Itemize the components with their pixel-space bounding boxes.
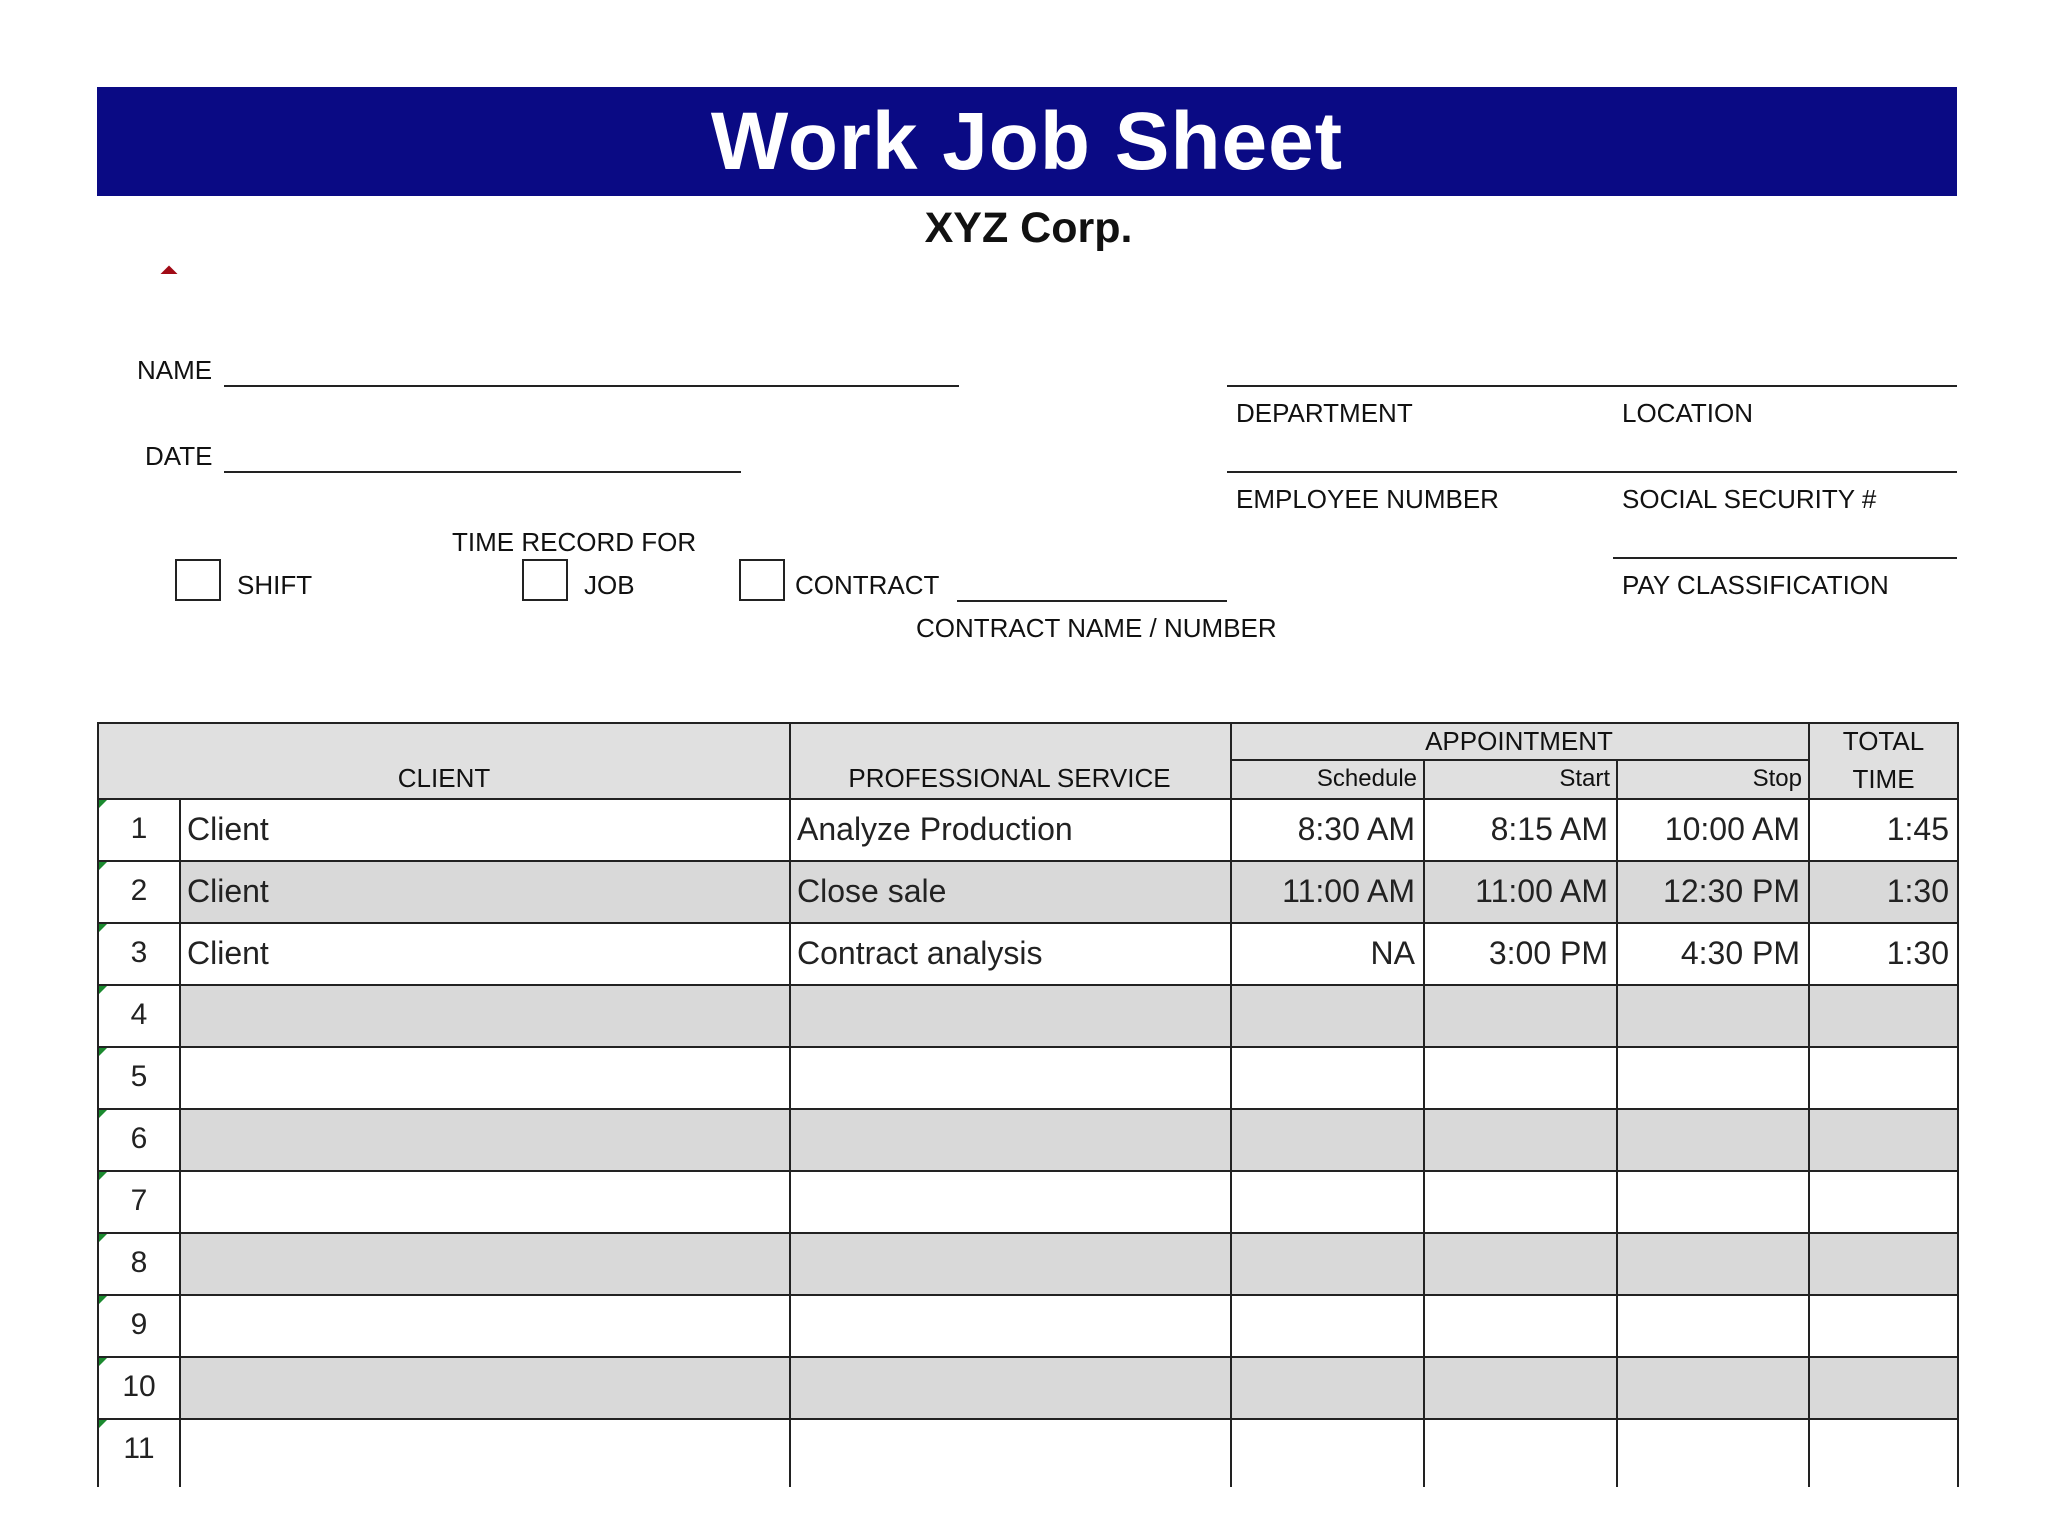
cell-stop[interactable] bbox=[1616, 1294, 1808, 1356]
shift-label: SHIFT bbox=[237, 570, 313, 600]
contract-label: CONTRACT bbox=[795, 570, 940, 600]
cell-client[interactable] bbox=[179, 984, 789, 1046]
header-service-label: PROFESSIONAL SERVICE bbox=[848, 763, 1171, 793]
header-total-label: TOTAL bbox=[1842, 726, 1925, 756]
header-stop-label: Stop bbox=[1752, 765, 1802, 792]
cell-total[interactable] bbox=[1808, 1046, 1959, 1108]
cell-start[interactable] bbox=[1423, 1232, 1616, 1294]
table-row bbox=[99, 922, 1959, 984]
cell-schedule[interactable]: 8:30 AM bbox=[1297, 810, 1415, 847]
contract-name-field[interactable] bbox=[957, 600, 1227, 602]
cell-client[interactable] bbox=[179, 1170, 789, 1232]
cell-schedule[interactable]: 11:00 AM bbox=[1282, 872, 1415, 909]
company-name: XYZ Corp. bbox=[924, 204, 1133, 252]
cell-schedule[interactable] bbox=[1230, 984, 1423, 1046]
cell-total[interactable]: 1:30 bbox=[1886, 872, 1949, 909]
cell-service[interactable] bbox=[789, 1294, 1230, 1356]
name-label: NAME bbox=[137, 355, 213, 385]
table-row bbox=[99, 1170, 1959, 1232]
cell-total[interactable] bbox=[1808, 1356, 1959, 1418]
cell-stop[interactable] bbox=[1616, 1170, 1808, 1232]
cell-total[interactable] bbox=[1808, 1294, 1959, 1356]
employee-number-label: EMPLOYEE NUMBER bbox=[1236, 484, 1499, 514]
cell-total[interactable] bbox=[1808, 1418, 1959, 1480]
cell-service[interactable] bbox=[789, 1108, 1230, 1170]
row-number: 2 bbox=[130, 874, 148, 907]
header-appointment-label: APPOINTMENT bbox=[1425, 725, 1613, 756]
cell-start[interactable] bbox=[1423, 1356, 1616, 1418]
contract-name-label: CONTRACT NAME / NUMBER bbox=[916, 613, 1277, 643]
header-client bbox=[99, 722, 789, 798]
cell-service[interactable] bbox=[789, 1170, 1230, 1232]
cell-start[interactable] bbox=[1423, 1046, 1616, 1108]
header-total-time bbox=[1808, 722, 1959, 798]
cell-stop[interactable]: 12:30 PM bbox=[1663, 872, 1800, 909]
row-number: 6 bbox=[130, 1122, 148, 1155]
row-number: 11 bbox=[123, 1432, 155, 1465]
cell-stop[interactable] bbox=[1616, 984, 1808, 1046]
cell-stop[interactable] bbox=[1616, 1046, 1808, 1108]
page-title: Work Job Sheet bbox=[710, 95, 1344, 187]
cell-schedule[interactable] bbox=[1230, 1232, 1423, 1294]
row-number: 3 bbox=[130, 936, 148, 969]
location-label: LOCATION bbox=[1622, 398, 1753, 428]
header-start bbox=[1423, 760, 1616, 798]
ssn-label: SOCIAL SECURITY # bbox=[1622, 484, 1877, 514]
cell-total[interactable] bbox=[1808, 984, 1959, 1046]
cell-client[interactable] bbox=[179, 1356, 789, 1418]
table-row bbox=[99, 1108, 1959, 1170]
cell-total[interactable] bbox=[1808, 1232, 1959, 1294]
cell-schedule[interactable] bbox=[1230, 1170, 1423, 1232]
cell-total[interactable] bbox=[1808, 1170, 1959, 1232]
header-appointment bbox=[1230, 722, 1808, 760]
cell-client[interactable] bbox=[179, 1108, 789, 1170]
table-row bbox=[99, 1232, 1959, 1294]
time-record-label: TIME RECORD FOR bbox=[452, 527, 697, 557]
header-client-label: CLIENT bbox=[397, 763, 491, 793]
cell-service[interactable] bbox=[789, 1232, 1230, 1294]
cell-service[interactable] bbox=[789, 984, 1230, 1046]
cell-client[interactable]: Client bbox=[187, 934, 269, 971]
cell-service[interactable]: Contract analysis bbox=[797, 934, 1043, 971]
cell-service[interactable] bbox=[789, 1356, 1230, 1418]
employee-ssn-field[interactable] bbox=[1227, 471, 1957, 473]
pay-classification-field[interactable] bbox=[1613, 557, 1957, 559]
date-label: DATE bbox=[145, 441, 213, 471]
row-number: 4 bbox=[130, 998, 148, 1031]
cell-schedule[interactable] bbox=[1230, 1418, 1423, 1480]
row-number: 10 bbox=[122, 1370, 156, 1403]
cell-schedule[interactable] bbox=[1230, 1108, 1423, 1170]
cell-client[interactable]: Client bbox=[187, 872, 269, 909]
table-row bbox=[99, 984, 1959, 1046]
cell-total[interactable] bbox=[1808, 1108, 1959, 1170]
table-row bbox=[99, 1418, 1959, 1480]
cell-start[interactable]: 3:00 PM bbox=[1488, 934, 1608, 971]
cell-client[interactable] bbox=[179, 1294, 789, 1356]
cell-client[interactable]: Client bbox=[187, 810, 269, 847]
cell-schedule[interactable] bbox=[1230, 1294, 1423, 1356]
cell-start[interactable] bbox=[1423, 1418, 1616, 1480]
cell-start[interactable] bbox=[1423, 984, 1616, 1046]
cell-client[interactable] bbox=[179, 1418, 789, 1480]
cell-client[interactable] bbox=[179, 1232, 789, 1294]
header-service bbox=[789, 722, 1230, 798]
cell-start[interactable] bbox=[1423, 1170, 1616, 1232]
date-field[interactable] bbox=[224, 471, 741, 473]
cell-service[interactable] bbox=[789, 1418, 1230, 1480]
cell-stop[interactable] bbox=[1616, 1232, 1808, 1294]
row-number: 9 bbox=[130, 1308, 148, 1341]
table-row bbox=[99, 1356, 1959, 1418]
cell-stop[interactable] bbox=[1616, 1356, 1808, 1418]
cell-schedule[interactable] bbox=[1230, 1356, 1423, 1418]
table-row bbox=[99, 798, 1959, 860]
comment-indicator-icon bbox=[161, 266, 178, 283]
job-label: JOB bbox=[584, 570, 635, 600]
shift-checkbox[interactable] bbox=[175, 559, 221, 601]
cell-client[interactable] bbox=[179, 1046, 789, 1108]
header-stop bbox=[1616, 760, 1808, 798]
contract-checkbox[interactable] bbox=[739, 559, 785, 601]
cell-start[interactable] bbox=[1423, 1108, 1616, 1170]
cell-schedule[interactable] bbox=[1230, 1046, 1423, 1108]
cell-start[interactable] bbox=[1423, 1294, 1616, 1356]
cell-service[interactable]: Analyze Production bbox=[797, 810, 1073, 847]
cell-stop[interactable]: 4:30 PM bbox=[1680, 934, 1800, 971]
cell-schedule[interactable]: NA bbox=[1370, 934, 1415, 971]
department-label: DEPARTMENT bbox=[1236, 398, 1413, 428]
cell-start[interactable]: 11:00 AM bbox=[1475, 872, 1608, 909]
row-number: 8 bbox=[130, 1246, 148, 1279]
row-number: 5 bbox=[130, 1060, 148, 1093]
department-location-field[interactable] bbox=[1227, 385, 1957, 387]
header-schedule-label: Schedule bbox=[1316, 765, 1417, 792]
pay-classification-label: PAY CLASSIFICATION bbox=[1622, 570, 1889, 600]
cell-stop[interactable] bbox=[1616, 1108, 1808, 1170]
cell-total[interactable]: 1:45 bbox=[1886, 810, 1949, 847]
cell-stop[interactable]: 10:00 AM bbox=[1664, 810, 1800, 847]
cell-service[interactable]: Close sale bbox=[797, 872, 947, 909]
title-banner bbox=[97, 87, 1957, 196]
cell-stop[interactable] bbox=[1616, 1418, 1808, 1480]
header-start-label: Start bbox=[1559, 765, 1610, 792]
table-row bbox=[99, 1294, 1959, 1356]
cell-total[interactable]: 1:30 bbox=[1886, 934, 1949, 971]
header-schedule bbox=[1230, 760, 1423, 798]
row-number: 1 bbox=[130, 812, 148, 845]
cell-service[interactable] bbox=[789, 1046, 1230, 1108]
job-checkbox[interactable] bbox=[522, 559, 568, 601]
cell-start[interactable]: 8:15 AM bbox=[1490, 810, 1608, 847]
name-field[interactable] bbox=[224, 385, 959, 387]
table-row bbox=[99, 1046, 1959, 1108]
row-number: 7 bbox=[130, 1184, 148, 1217]
table-row bbox=[99, 860, 1959, 922]
header-time-label: TIME bbox=[1852, 764, 1915, 794]
